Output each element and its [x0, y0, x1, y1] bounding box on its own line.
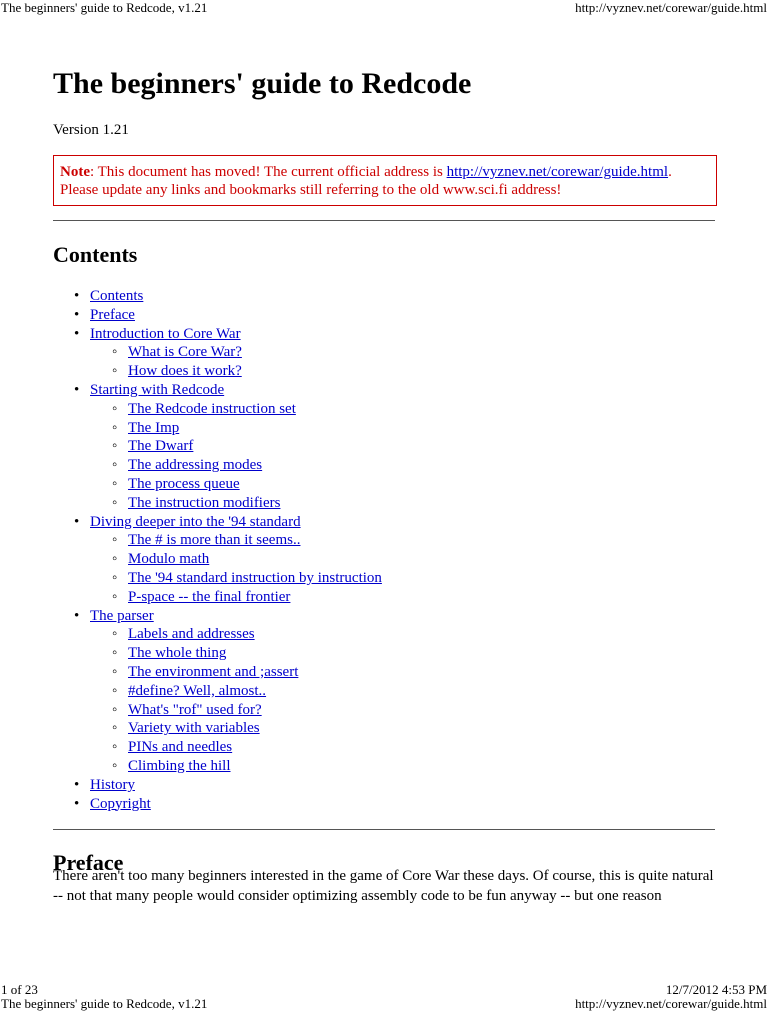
disc-bullet-icon: • [74, 513, 80, 530]
toc-item [53, 362, 382, 381]
circle-bullet-icon: ◦ [112, 663, 118, 680]
toc-link[interactable]: The whole thing [128, 645, 227, 662]
circle-bullet-icon: ◦ [112, 588, 118, 605]
toc-item [53, 569, 382, 588]
toc-item [53, 287, 382, 306]
circle-bullet-icon: ◦ [112, 400, 118, 417]
toc-link[interactable]: The # is more than it seems.. [128, 532, 301, 549]
toc-link[interactable]: Diving deeper into the '94 standard [90, 513, 301, 530]
toc-link[interactable]: The process queue [128, 475, 240, 492]
disc-bullet-icon: • [74, 795, 80, 812]
toc-link[interactable]: The Imp [128, 419, 180, 436]
toc-link[interactable]: The '94 standard instruction by instruction [128, 569, 382, 586]
toc-item [53, 325, 382, 344]
toc-item [53, 475, 382, 494]
print-header [0, 0, 768, 15]
toc-link[interactable]: The environment and ;assert [128, 663, 299, 680]
toc-item [53, 531, 382, 550]
circle-bullet-icon: ◦ [112, 363, 118, 380]
toc-item [53, 682, 382, 701]
toc-item [53, 719, 382, 738]
circle-bullet-icon: ◦ [112, 438, 118, 455]
version-label: Version 1.21 [53, 122, 129, 138]
print-header-title: The beginners' guide to Redcode, v1.21 [1, 0, 208, 15]
disc-bullet-icon: • [74, 607, 80, 624]
toc-item [53, 513, 382, 532]
note-label: Note [60, 164, 90, 180]
toc-link[interactable]: What's "rof" used for? [128, 701, 262, 718]
preface-heading: Preface [53, 850, 124, 875]
toc-item [53, 644, 382, 663]
print-footer-top [0, 982, 768, 997]
toc-link[interactable]: Copyright [90, 795, 151, 812]
preface-paragraph: There aren't too many beginners interested in the game of Core War these days. Of course, this is quite natural -- not that many people would consider optimizing assembly code to be fun anyway -- but one reason [53, 868, 714, 904]
toc-link[interactable]: Starting with Redcode [90, 381, 225, 398]
page-number: 1 of 23 [1, 982, 38, 997]
disc-bullet-icon: • [74, 381, 80, 398]
note-line-2: Please update any links and bookmarks still referring to the old www.sci.fi address! [60, 182, 562, 198]
print-footer-url: http://vyznev.net/corewar/guide.html [575, 996, 767, 1011]
toc-item [53, 795, 382, 814]
note-period: . [668, 164, 672, 180]
toc-link[interactable]: PINs and needles [128, 739, 233, 756]
print-footer-bottom [0, 996, 768, 1011]
circle-bullet-icon: ◦ [112, 475, 118, 492]
toc-link[interactable]: Climbing the hill [128, 757, 231, 774]
disc-bullet-icon: • [74, 306, 80, 323]
circle-bullet-icon: ◦ [112, 551, 118, 568]
toc-link[interactable]: The Dwarf [128, 438, 194, 455]
table-of-contents [53, 287, 382, 813]
toc-link[interactable]: Preface [90, 306, 135, 323]
toc-link[interactable]: Introduction to Core War [90, 325, 241, 342]
circle-bullet-icon: ◦ [112, 494, 118, 511]
toc-link[interactable]: The Redcode instruction set [128, 400, 296, 417]
toc-link[interactable]: Contents [90, 288, 144, 304]
circle-bullet-icon: ◦ [112, 739, 118, 756]
toc-item [53, 663, 382, 682]
contents-heading: Contents [53, 242, 138, 267]
toc-link[interactable]: The instruction modifiers [128, 494, 281, 511]
toc-link[interactable]: How does it work? [128, 363, 242, 380]
toc-item [53, 419, 382, 438]
disc-bullet-icon: • [74, 776, 80, 793]
toc-item [53, 757, 382, 776]
circle-bullet-icon: ◦ [112, 532, 118, 549]
toc-item [53, 306, 382, 325]
toc-item [53, 381, 382, 400]
circle-bullet-icon: ◦ [112, 720, 118, 737]
toc-item [53, 400, 382, 419]
page-title: The beginners' guide to Redcode [53, 67, 472, 100]
toc-link[interactable]: P-space -- the final frontier [128, 588, 291, 605]
divider-top [53, 220, 715, 221]
toc-link[interactable]: Labels and addresses [128, 626, 255, 643]
circle-bullet-icon: ◦ [112, 757, 118, 774]
toc-item [53, 588, 382, 607]
circle-bullet-icon: ◦ [112, 569, 118, 586]
toc-item [53, 494, 382, 513]
disc-bullet-icon: • [74, 288, 80, 304]
toc-link[interactable]: History [90, 776, 135, 793]
toc-item [53, 701, 382, 720]
toc-item [53, 776, 382, 795]
toc-item [53, 625, 382, 644]
toc-link[interactable]: #define? Well, almost.. [128, 682, 267, 699]
toc-item [53, 456, 382, 475]
toc-item [53, 343, 382, 362]
moved-notice [53, 155, 717, 206]
toc-item [53, 550, 382, 569]
toc-link[interactable]: What is Core War? [128, 344, 242, 361]
circle-bullet-icon: ◦ [112, 419, 118, 436]
circle-bullet-icon: ◦ [112, 701, 118, 718]
divider-bottom [53, 829, 715, 830]
toc-link[interactable]: The parser [90, 607, 154, 624]
toc-item [53, 437, 382, 456]
circle-bullet-icon: ◦ [112, 344, 118, 361]
toc-link[interactable]: The addressing modes [128, 457, 263, 474]
circle-bullet-icon: ◦ [112, 626, 118, 643]
toc-item [53, 738, 382, 757]
print-header-url: http://vyznev.net/corewar/guide.html [575, 0, 767, 15]
circle-bullet-icon: ◦ [112, 682, 118, 699]
disc-bullet-icon: • [74, 325, 80, 342]
toc-link[interactable]: Variety with variables [128, 720, 260, 737]
print-footer-title: The beginners' guide to Redcode, v1.21 [1, 996, 208, 1011]
note-text: : This document has moved! The current official address is [90, 164, 447, 180]
circle-bullet-icon: ◦ [112, 457, 118, 474]
new-address-link[interactable]: http://vyznev.net/corewar/guide.html [446, 164, 669, 180]
toc-item [53, 607, 382, 626]
toc-link[interactable]: Modulo math [128, 551, 210, 568]
circle-bullet-icon: ◦ [112, 645, 118, 662]
print-datetime: 12/7/2012 4:53 PM [665, 982, 767, 997]
